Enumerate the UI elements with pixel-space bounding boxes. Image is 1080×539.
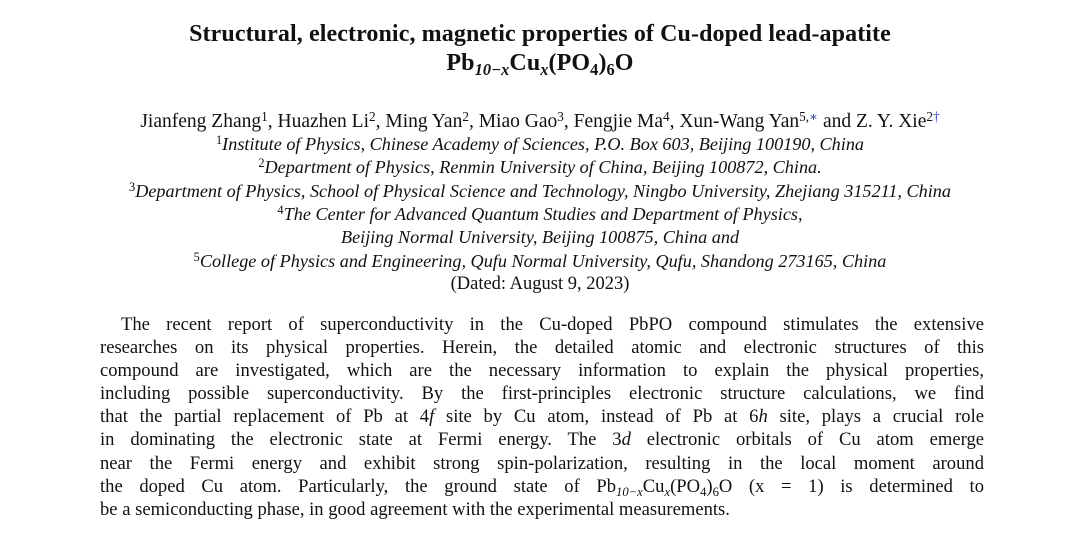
title-line-1: Structural, electronic, magnetic properties of Cu-doped lead-apatite	[189, 21, 891, 47]
affiliation: Beijing Normal University, Beijing 100875, China and	[340, 227, 740, 247]
title-formula: $Pb_{10-x}Cu_x(PO_4)_6O$	[446, 50, 634, 80]
paper-title	[0, 20, 1080, 78]
author-list	[0, 110, 1080, 133]
abstract-line: be a semiconducting phase, in good agreement with the experimental measurements.	[100, 498, 730, 520]
affiliation: $^2$Department of Physics, Renmin University of China, Beijing 100872, China.	[258, 156, 822, 177]
abstract-line: in dominating the electronic state at Fermi energy. The 3d electronic orbitals of Cu atom emerge	[100, 429, 984, 451]
affiliation: $^1$Institute of Physics, Chinese Academy of Sciences, P.O. Box 603, Beijing 100190, China	[215, 133, 865, 154]
abstract-line: compound are investigated, which are the necessary information to explain the physical properties,	[100, 360, 984, 382]
author: Ming Yan$^2$,	[385, 109, 479, 132]
author: Huazhen Li$^2$,	[277, 109, 386, 132]
abstract-line: The recent report of superconductivity in the Cu-doped PbPO compound stimulates the extensive	[121, 314, 984, 335]
abstract	[100, 313, 984, 521]
abstract-line: researches on its physical properties. Herein, the detailed atomic and electronic structures of this	[100, 337, 984, 359]
abstract-line: the doped Cu atom. Particularly, the ground state of $Pb_{10-x}Cu_x(PO_4)_6O$ (x = 1) is determined to	[100, 475, 984, 499]
author: Z. Y. Xie$^{2\dagger}$	[855, 109, 940, 132]
affiliation: $^3$Department of Physics, School of Physical Science and Technology, Ningbo University, Zhejiang 315211, China	[129, 180, 951, 201]
date-line: (Dated: August 9, 2023)	[450, 274, 630, 294]
author: Xun-Wang Yan$^{5,∗}$ and	[679, 109, 856, 132]
abstract-line: that the partial replacement of Pb at 4f site by Cu atom, instead of Pb at 6h site, plays a crucial role	[100, 406, 984, 428]
author: Jianfeng Zhang$^1$,	[140, 109, 278, 132]
author: Fengjie Ma$^4$,	[573, 109, 680, 132]
author: Miao Gao$^3$,	[478, 109, 574, 132]
abstract-line: including possible superconductivity. By the first-principles electronic structure calculations, we find	[100, 383, 984, 405]
abstract-line: near the Fermi energy and exhibit strong spin-polarization, resulting in the local moment around	[100, 452, 984, 474]
corresponding-author-link[interactable]: †	[933, 109, 940, 125]
affiliation: $^5$College of Physics and Engineering, Qufu Normal University, Qufu, Shandong 273165, China	[193, 250, 887, 271]
corresponding-author-link[interactable]: ∗	[809, 109, 819, 125]
affiliation: $^4$The Center for Advanced Quantum Studies and Department of Physics,	[277, 203, 803, 224]
